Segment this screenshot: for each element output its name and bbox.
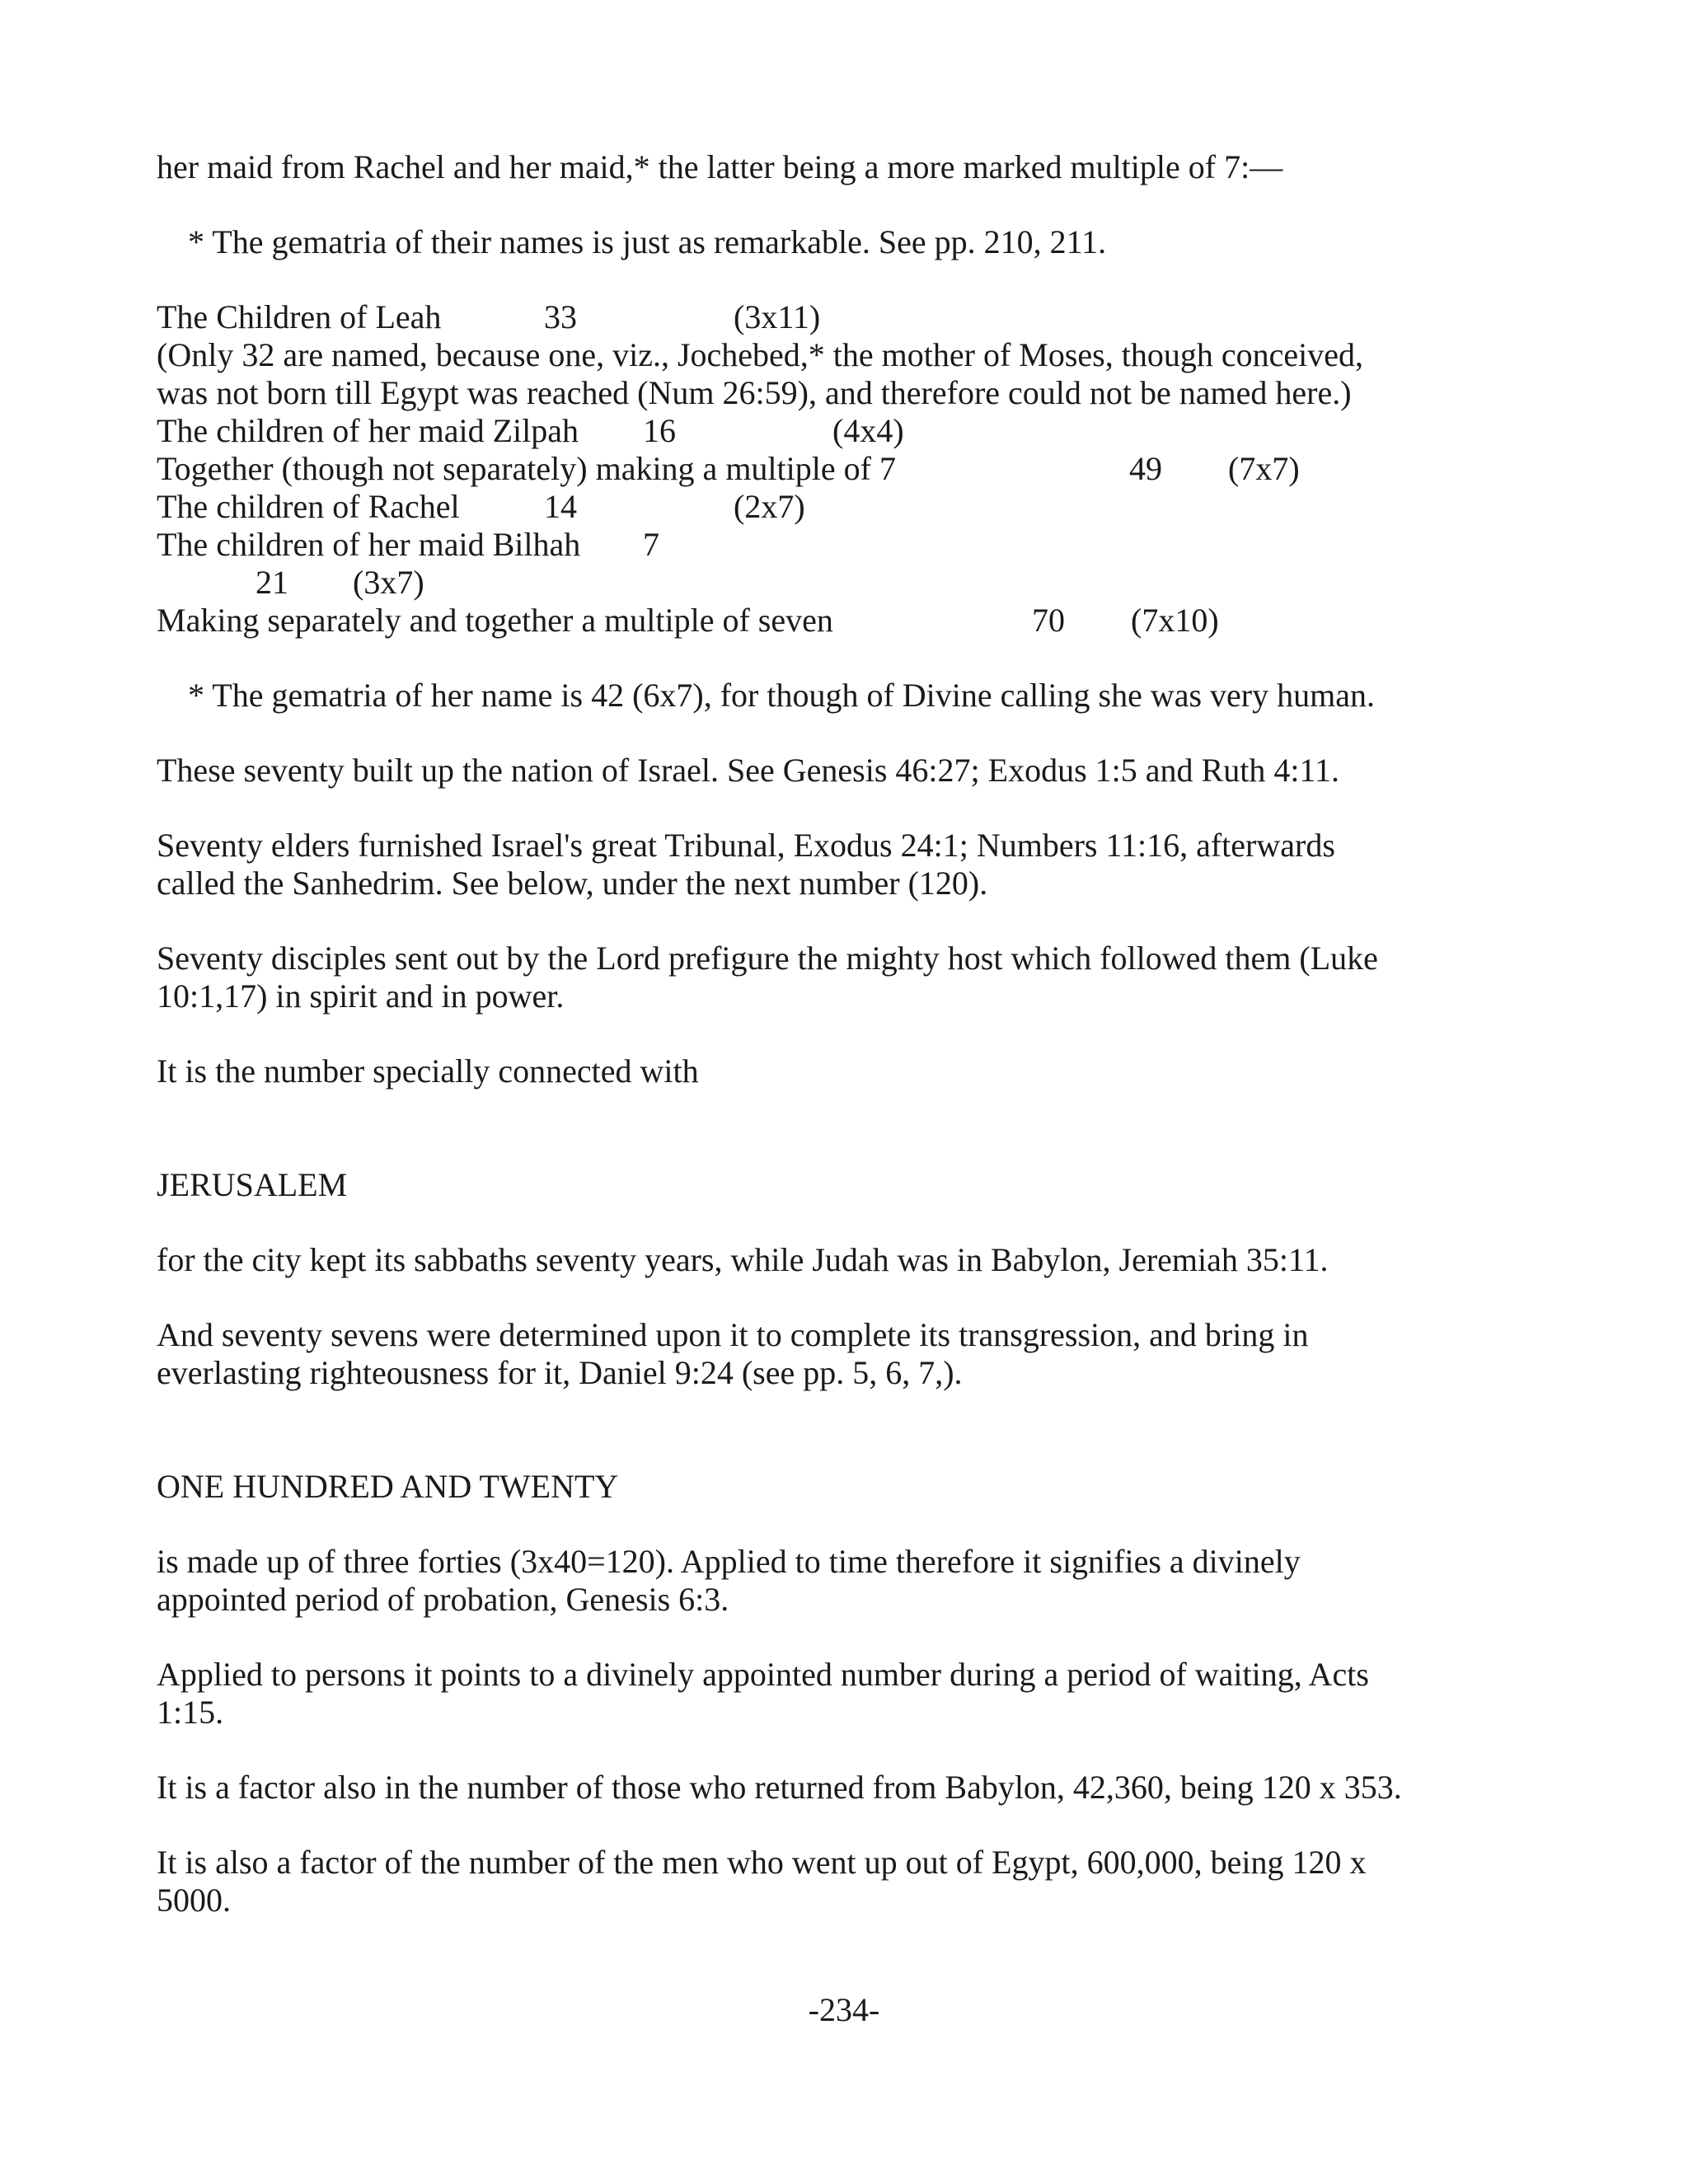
- table-row: [157, 450, 1558, 488]
- row-label: The children of her maid Zilpah: [157, 412, 579, 449]
- paragraph: Seventy disciples sent out by the Lord prefigure the mighty host which followed them (Luke: [157, 940, 1378, 977]
- paragraph: is made up of three forties (3x40=120). Applied to time therefore it signifies a divinely: [157, 1543, 1301, 1580]
- paragraph: called the Sanhedrim. See below, under the next number (120).: [157, 865, 988, 902]
- paragraph: 1:15.: [157, 1694, 224, 1731]
- row-count: 49: [1129, 450, 1162, 487]
- paragraph: And seventy sevens were determined upon it to complete its transgression, and bring in: [157, 1316, 1309, 1353]
- row-label: The children of Rachel: [157, 488, 460, 525]
- row-count: 70: [1032, 602, 1065, 639]
- paragraph: 10:1,17) in spirit and in power.: [157, 977, 565, 1015]
- paragraph: was not born till Egypt was reached (Num 26:59), and therefore could not be named here.): [157, 374, 1352, 411]
- footnote: * The gematria of their names is just as remarkable. See pp. 210, 211.: [188, 223, 1107, 260]
- row-label: The Children of Leah: [157, 298, 442, 335]
- paragraph: 5000.: [157, 1882, 231, 1919]
- row-factor: (7x10): [1131, 602, 1219, 639]
- paragraph: These seventy built up the nation of Israel. See Genesis 46:27; Exodus 1:5 and Ruth 4:11.: [157, 752, 1339, 789]
- row-label: The children of her maid Bilhah: [157, 526, 581, 563]
- row-count: 14: [544, 488, 577, 525]
- paragraph: her maid from Rachel and her maid,* the latter being a more marked multiple of 7:—: [157, 148, 1283, 185]
- paragraph: for the city kept its sabbaths seventy years, while Judah was in Babylon, Jeremiah 35:11.: [157, 1241, 1329, 1278]
- paragraph: (Only 32 are named, because one, viz., Jochebed,* the mother of Moses, though conceived,: [157, 336, 1363, 373]
- table-row: [157, 564, 1558, 602]
- row-factor: (2x7): [734, 488, 805, 525]
- paragraph: Seventy elders furnished Israel's great Tribunal, Exodus 24:1; Numbers 11:16, afterwards: [157, 827, 1335, 864]
- row-count: 16: [643, 412, 676, 449]
- paragraph: appointed period of probation, Genesis 6:3.: [157, 1581, 729, 1618]
- table-row: [157, 488, 1558, 526]
- table-row: [157, 602, 1558, 640]
- row-label: Making separately and together a multiple of seven: [157, 602, 833, 639]
- paragraph: everlasting righteousness for it, Daniel 9:24 (see pp. 5, 6, 7,).: [157, 1354, 963, 1391]
- row-count: 33: [544, 298, 577, 335]
- section-heading: JERUSALEM: [157, 1166, 348, 1203]
- row-factor: (3x11): [734, 298, 821, 335]
- section-heading: ONE HUNDRED AND TWENTY: [157, 1468, 619, 1505]
- paragraph: Applied to persons it points to a divinely appointed number during a period of waiting, Acts: [157, 1656, 1369, 1693]
- paragraph: It is also a factor of the number of the men who went up out of Egypt, 600,000, being 120 x: [157, 1844, 1367, 1881]
- row-factor: (3x7): [353, 564, 424, 601]
- table-row: [157, 412, 1558, 450]
- page-body: [157, 148, 1558, 1919]
- paragraph: It is a factor also in the number of those who returned from Babylon, 42,360, being 120 x 353.: [157, 1769, 1402, 1806]
- row-factor: (7x7): [1228, 450, 1300, 487]
- table-row: [157, 526, 1558, 564]
- footnote: * The gematria of her name is 42 (6x7), for though of Divine calling she was very human.: [188, 677, 1375, 714]
- page-number: -234-: [808, 1991, 880, 2028]
- row-count: 7: [643, 526, 659, 563]
- table-row: [157, 298, 1558, 336]
- row-factor: (4x4): [832, 412, 904, 449]
- row-label: Together (though not separately) making a multiple of 7: [157, 450, 896, 487]
- row-count: 21: [256, 564, 288, 601]
- paragraph: It is the number specially connected with: [157, 1052, 699, 1090]
